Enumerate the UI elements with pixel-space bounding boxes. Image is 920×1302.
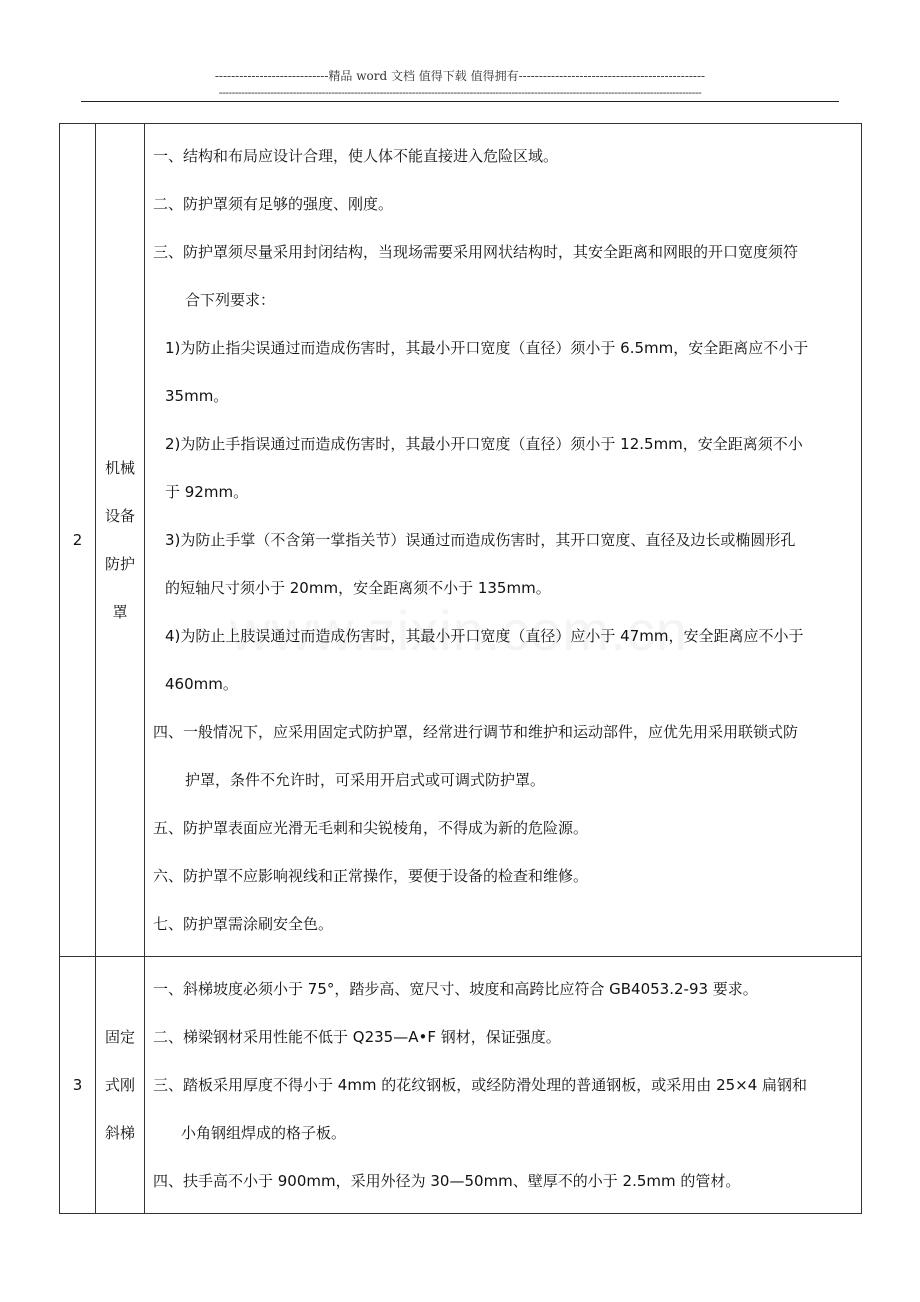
- content-line: 四、一般情况下，应采用固定式防护罩，经常进行调节和维护和运动部件，应优先用采用联锁式防: [153, 723, 799, 741]
- row-number: 2: [60, 124, 96, 957]
- content-line: 合下列要求：: [185, 291, 276, 309]
- content-line: 于 92mm。: [165, 483, 249, 501]
- content-line: 二、梯梁钢材采用性能不低于 Q235—A•F 钢材，保证强度。: [153, 1028, 561, 1046]
- content-line: 35mm。: [165, 387, 229, 405]
- content-line: 护罩，条件不允许时，可采用开启式或可调式防护罩。: [185, 771, 546, 789]
- category-line: 固定: [104, 1028, 135, 1046]
- content-line: 的短轴尺寸须小于 20mm，安全距离须不小于 135mm。: [165, 579, 551, 597]
- category-line: 式刚: [104, 1076, 135, 1094]
- content-line: 3)为防止手掌（不含第一掌指关节）误通过而造成伤害时，其开口宽度、直径及边长或椭圆形孔: [165, 531, 796, 549]
- content-line: 四、扶手高不小于 900mm，采用外径为 30—50mm、壁厚不的小于 2.5mm 的管材。: [153, 1172, 741, 1190]
- content-line: 4)为防止上肢误通过而造成伤害时，其最小开口宽度（直径）应小于 47mm，安全距离应不小于: [165, 627, 804, 645]
- row-category: [96, 124, 145, 957]
- category-line: 防护: [104, 555, 135, 573]
- category-line: 斜梯: [104, 1124, 135, 1142]
- requirements-table: [59, 123, 862, 1214]
- row-content: [145, 957, 862, 1214]
- content-line: 六、防护罩不应影响视线和正常操作，要便于设备的检查和维修。: [153, 867, 589, 885]
- page-header-dashes: ------------------------------------------------------------------------------------------------------------------------------------------------------: [218, 86, 702, 99]
- category-line: 罩: [112, 603, 128, 621]
- category-line: 设备: [104, 507, 135, 525]
- header-rule: [81, 101, 839, 102]
- page-header-title: ----------------------------精品 word 文档 值得下载 值得拥有----------------------------------------------: [214, 69, 706, 83]
- category-line: 机械: [104, 459, 135, 477]
- row-content: [145, 124, 862, 957]
- content-line: 一、结构和布局应设计合理，使人体不能直接进入危险区域。: [153, 147, 559, 165]
- content-line: 2)为防止手指误通过而造成伤害时，其最小开口宽度（直径）须小于 12.5mm，安全距离须不小: [165, 435, 803, 453]
- table-row: [60, 957, 862, 1214]
- row-number: 3: [60, 957, 96, 1214]
- content-line: 一、斜梯坡度必须小于 75°，踏步高、宽尺寸、坡度和高跨比应符合 GB4053.2-93 要求。: [153, 980, 758, 998]
- content-line: 460mm。: [165, 675, 238, 693]
- content-line: 1)为防止指尖误通过而造成伤害时，其最小开口宽度（直径）须小于 6.5mm，安全距离应不小于: [165, 339, 809, 357]
- content-line: 七、防护罩需涂刷安全色。: [153, 915, 334, 933]
- content-line: 五、防护罩表面应光滑无毛刺和尖锐棱角，不得成为新的危险源。: [153, 819, 589, 837]
- content-line: 二、防护罩须有足够的强度、刚度。: [153, 195, 394, 213]
- row-category: [96, 957, 145, 1214]
- table-row: [60, 124, 862, 957]
- content-line: 小角钢组焊成的格子板。: [181, 1124, 347, 1142]
- content-line: 三、防护罩须尽量采用封闭结构，当现场需要采用网状结构时，其安全距离和网眼的开口宽度须符: [153, 243, 799, 261]
- content-line: 三、踏板采用厚度不得小于 4mm 的花纹钢板，或经防滑处理的普通钢板，或采用由 25×4 扁钢和: [153, 1076, 808, 1094]
